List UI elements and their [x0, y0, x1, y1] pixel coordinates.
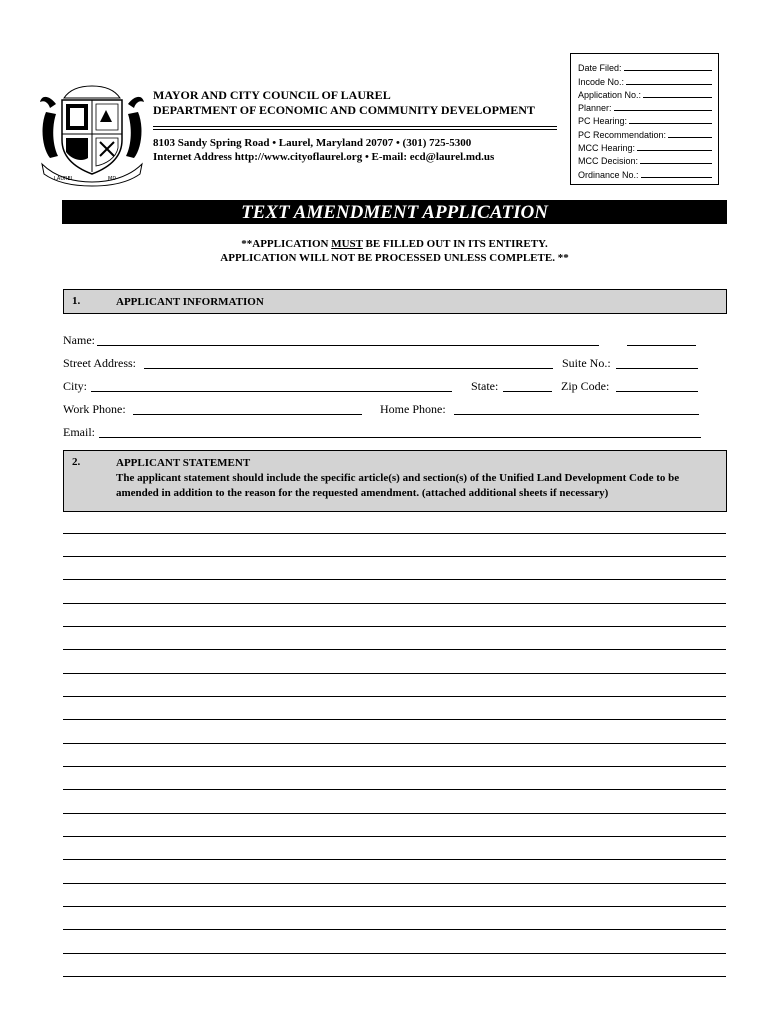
zip-code-field[interactable] [616, 391, 698, 392]
statement-line[interactable] [63, 976, 726, 977]
statement-line[interactable] [63, 836, 726, 837]
state-field[interactable] [503, 391, 552, 392]
statement-line[interactable] [63, 789, 726, 790]
office-use-box [570, 53, 719, 185]
department-name: DEPARTMENT OF ECONOMIC AND COMMUNITY DEVELOPMENT [153, 103, 535, 117]
work-phone-label: Work Phone: [63, 402, 126, 416]
statement-line[interactable] [63, 556, 726, 557]
office-field-incode-no[interactable]: Incode No.: [578, 73, 712, 86]
statement-line[interactable] [63, 719, 726, 720]
form-title: TEXT AMENDMENT APPLICATION [62, 200, 727, 224]
org-name: MAYOR AND CITY COUNCIL OF LAUREL [153, 88, 391, 102]
mailing-address: 8103 Sandy Spring Road • Laurel, Maryland 20707 • (301) 725-5300 [153, 137, 472, 149]
section-1-header [63, 289, 727, 314]
office-field-ordinance-no[interactable]: Ordinance No.: [578, 166, 712, 179]
name-field[interactable] [97, 345, 599, 346]
header-divider [153, 126, 557, 130]
statement-line[interactable] [63, 929, 726, 930]
street-address-label: Street Address: [63, 356, 136, 370]
statement-line[interactable] [63, 906, 726, 907]
state-label: State: [471, 379, 499, 393]
statement-line[interactable] [63, 649, 726, 650]
section-number: 1. [72, 295, 81, 307]
statement-line[interactable] [63, 533, 726, 534]
office-field-application-no[interactable]: Application No.: [578, 87, 712, 100]
section-instructions: The applicant statement should include the specific article(s) and section(s) of the Unified Land Development Code to be amended in addition to the reason for the requested amendment. (attached additional sheets if necessary) [116, 472, 680, 499]
street-address-field[interactable] [144, 368, 553, 369]
completion-notice: **APPLICATION MUST BE FILLED OUT IN ITS ENTIRETY. APPLICATION WILL NOT BE PROCESSED UNLESS COMPLETE. ** [220, 238, 569, 264]
svg-text:LAUREL: LAUREL [54, 176, 74, 182]
office-field-pc-recommendation[interactable]: PC Recommendation: [578, 126, 712, 139]
city-field[interactable] [91, 391, 452, 392]
email-label: Email: [63, 425, 95, 439]
zip-code-label: Zip Code: [561, 379, 610, 393]
statement-line[interactable] [63, 673, 726, 674]
work-phone-field[interactable] [133, 414, 362, 415]
home-phone-field[interactable] [454, 414, 699, 415]
email-field[interactable] [99, 437, 701, 438]
office-field-mcc-decision[interactable]: MCC Decision: [578, 153, 712, 166]
name-extra-field[interactable] [627, 345, 696, 346]
letterhead [153, 88, 563, 164]
svg-text:MD: MD [108, 176, 117, 182]
statement-line[interactable] [63, 603, 726, 604]
statement-line[interactable] [63, 859, 726, 860]
statement-line[interactable] [63, 953, 726, 954]
statement-line[interactable] [63, 766, 726, 767]
statement-line[interactable] [63, 626, 726, 627]
office-field-pc-hearing[interactable]: PC Hearing: [578, 113, 712, 126]
office-field-date-filed[interactable]: Date Filed: [578, 60, 712, 73]
home-phone-label: Home Phone: [380, 402, 446, 416]
statement-line[interactable] [63, 579, 726, 580]
must-emphasis: MUST [331, 238, 363, 250]
section-2-header [63, 450, 727, 512]
statement-line[interactable] [63, 883, 726, 884]
statement-line[interactable] [63, 696, 726, 697]
suite-field[interactable] [616, 368, 698, 369]
city-label: City: [63, 379, 88, 393]
name-label: Name: [63, 333, 95, 347]
statement-line[interactable] [63, 813, 726, 814]
section-heading: APPLICANT STATEMENT [116, 457, 251, 469]
section-heading: APPLICANT INFORMATION [116, 296, 264, 308]
office-field-planner[interactable]: Planner: [578, 100, 712, 113]
section-number: 2. [72, 456, 81, 468]
city-seal-logo [36, 82, 148, 188]
contact-info: Internet Address http://www.cityoflaurel.org • E-mail: ecd@laurel.md.us [153, 151, 495, 163]
statement-line[interactable] [63, 743, 726, 744]
office-field-mcc-hearing[interactable]: MCC Hearing: [578, 140, 712, 153]
suite-label: Suite No.: [562, 356, 611, 370]
